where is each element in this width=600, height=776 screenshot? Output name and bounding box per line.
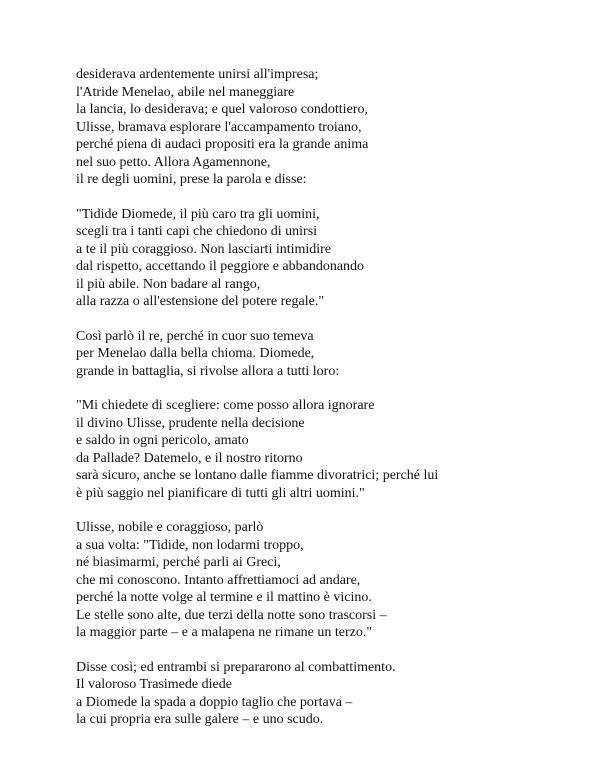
text-line: la lancia, lo desiderava; e quel valoroso condottiero, — [76, 102, 368, 117]
text-line: Disse così; ed entrambi si prepararono al combattimento. — [76, 659, 396, 675]
text-line: a te il più coraggioso. Non lasciarti intimidire — [76, 241, 332, 257]
text-line: desiderava ardentemente unirsi all'impresa; — [76, 67, 319, 82]
stanza — [76, 397, 586, 502]
text-line: a sua volta: "Tidide, non lodarmi troppo, — [76, 537, 304, 553]
text-line: e saldo in ogni pericolo, amato — [76, 433, 249, 448]
text-line: la maggior parte – e a malapena ne rimane un terzo." — [76, 625, 373, 640]
text-line: "Mi chiedete di scegliere: come posso allora ignorare — [76, 398, 375, 413]
text-line: la cui propria era sulle galere – e uno scudo. — [76, 712, 324, 727]
stanza — [76, 659, 586, 729]
text-line: a Diomede la spada a doppio taglio che portava – — [76, 694, 353, 710]
text-line: Il valoroso Trasimede diede — [76, 677, 232, 692]
text-line: alla razza o all'estensione del potere regale." — [76, 294, 325, 309]
stanza — [76, 328, 586, 381]
text-line: Ulisse, bramava esplorare l'accampamento troiano, — [76, 119, 362, 135]
text-line: dal rispetto, accettando il peggiore e abbandonando — [76, 259, 365, 274]
text-line: Le stelle sono alte, due terzi della notte sono trascorsi – — [76, 607, 387, 623]
text-line: l'Atride Menelao, abile nel maneggiare — [76, 84, 295, 100]
text-line: "Tidide Diomede, il più caro tra gli uomini, — [76, 206, 320, 222]
text-line: che mi conoscono. Intanto affrettiamoci ad andare, — [76, 572, 361, 588]
text-line: grande in battaglia, si rivolse allora a tutti loro: — [76, 363, 340, 379]
text-line: nel suo petto. Allora Agamennone, — [76, 154, 271, 170]
document-page — [76, 66, 586, 746]
text-line: Così parlò il re, perché in cuor suo temeva — [76, 328, 314, 344]
text-line: per Menelao dalla bella chioma. Diomede, — [76, 346, 315, 361]
text-line: da Pallade? Datemelo, e il nostro ritorno — [76, 450, 303, 466]
text-line: è più saggio nel pianificare di tutti gli altri uomini." — [76, 485, 365, 501]
text-line: scegli tra i tanti capi che chiedono di unirsi — [76, 224, 318, 239]
text-line: Ulisse, nobile e coraggioso, parlò — [76, 520, 264, 535]
text-line: né biasimarmi, perché parli ai Greci, — [76, 555, 281, 570]
text-line: il re degli uomini, prese la parola e disse: — [76, 172, 307, 187]
text-line: sarà sicuro, anche se lontano dalle fiamme divoratrici; perché lui — [76, 468, 439, 483]
stanza — [76, 519, 586, 642]
text-line: il divino Ulisse, prudente nella decisione — [76, 415, 305, 431]
text-line: perché piena di audaci propositi era la grande anima — [76, 137, 369, 152]
text-line: perché la notte volge al termine e il mattino è vicino. — [76, 590, 372, 605]
text-line: il più abile. Non badare al rango, — [76, 276, 261, 292]
stanza — [76, 66, 586, 189]
stanza — [76, 206, 586, 311]
